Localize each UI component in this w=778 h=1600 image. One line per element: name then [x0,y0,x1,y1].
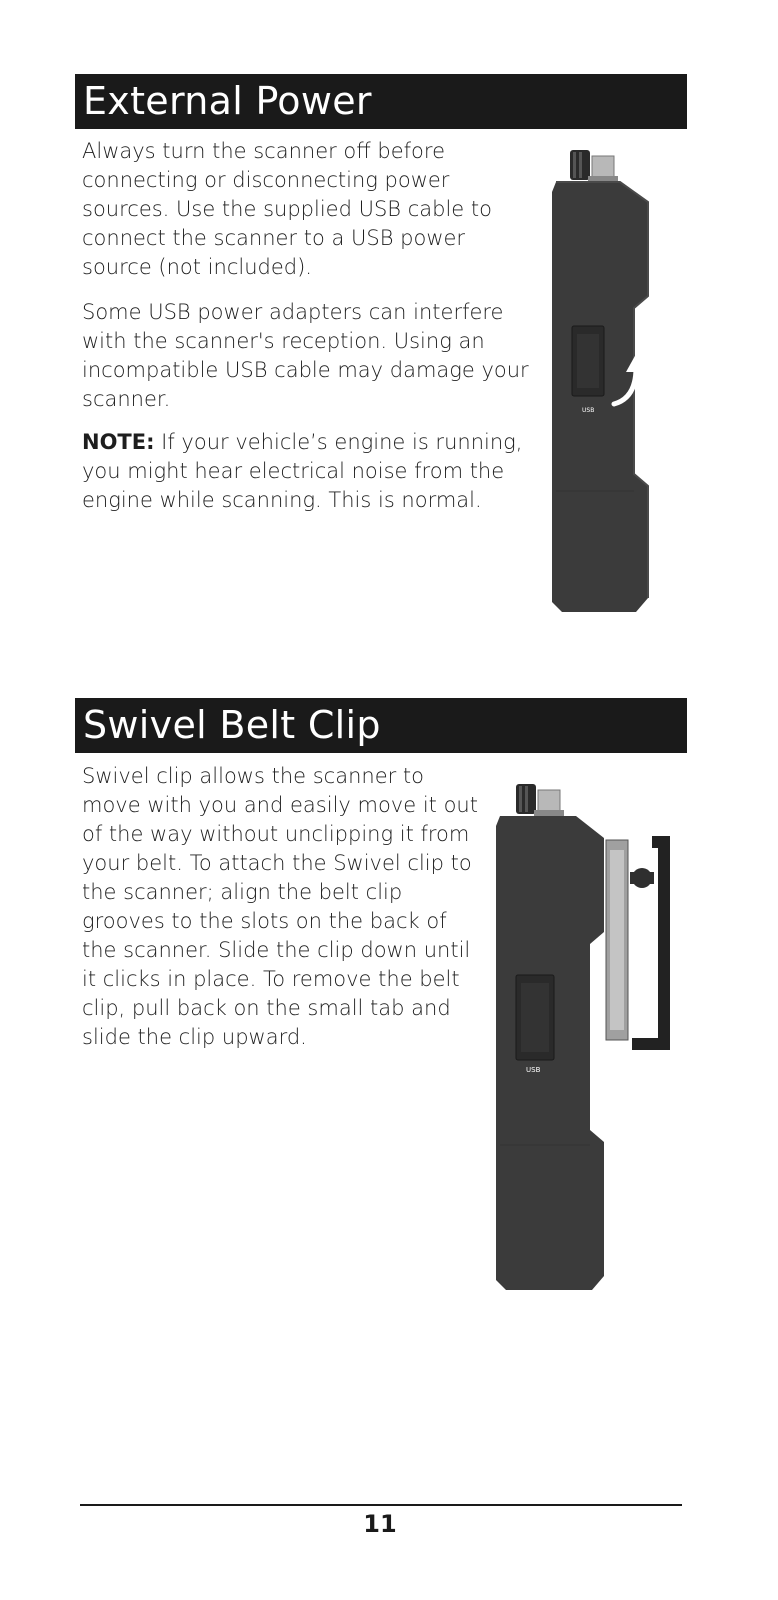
scanner-side-belt-clip-icon [490,780,675,1295]
note-text: If your vehicle’s engine is running, you might hear electrical noise from the engine while scanning. This is normal. [82,430,523,512]
page-number: 11 [363,1510,397,1538]
external-power-note [82,428,542,515]
swivel-belt-clip-paragraph: Swivel clip allows the scanner to move with you and easily move it out of the way without unclipping it from your belt. To attach the Swivel clip to the scanner; align the belt clip grooves to the slots on the back of the scanner. Slide the clip down until it clicks in place. To remove the belt clip, pull back on the small tab and slide the clip upward. [82,764,478,1049]
svg-text:USB: USB [582,407,595,414]
footer-rule [80,1504,682,1506]
scanner-side-usb-arrow-icon [548,146,660,616]
note-label: NOTE: [82,430,155,454]
section-title-swivel-belt-clip: Swivel Belt Clip [75,698,687,753]
external-power-paragraph-1: Always turn the scanner off before connecting or disconnecting power sources. Use the supplied USB cable to connect the scanner to a USB power source (not included). [82,139,492,279]
external-power-paragraph-2: Some USB power adapters can interfere with the scanner's reception. Using an incompatible USB cable may damage your scanner. [82,300,529,411]
svg-text:USB: USB [526,1066,541,1074]
section-title-external-power: External Power [75,74,687,129]
